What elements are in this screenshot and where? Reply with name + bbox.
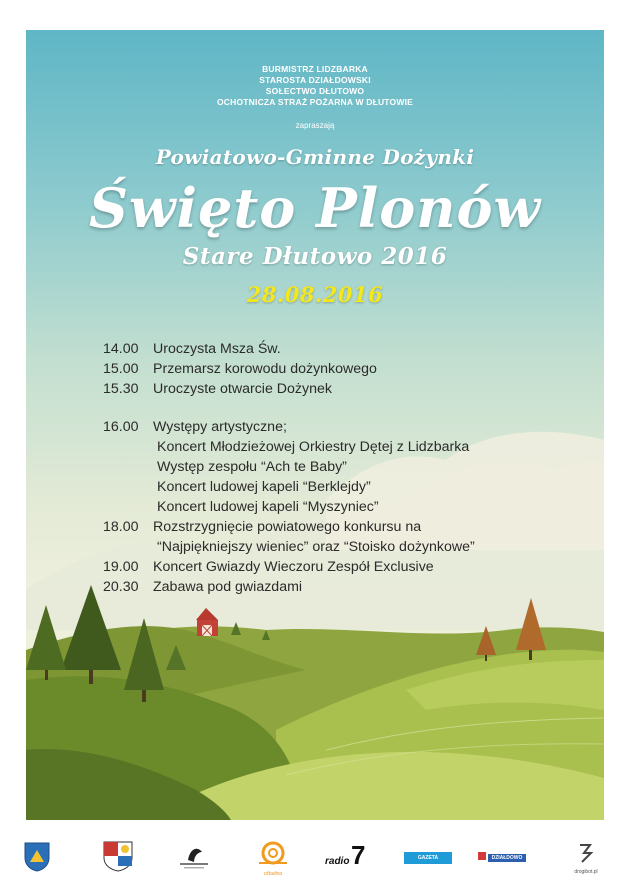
program-item <box>103 517 475 537</box>
radio-number: 7 <box>351 840 366 870</box>
program-item <box>103 557 475 577</box>
program-subitem: “Najpiękniejszy wieniec” oraz “Stoisko dożynkowe” <box>157 539 475 555</box>
snail-icon <box>253 840 293 866</box>
program-time: 15.30 <box>103 381 139 397</box>
event-date: 28.08.2016 <box>246 282 384 307</box>
program-item <box>103 577 475 597</box>
organizer-line: STAROSTA DZIAŁDOWSKI <box>259 75 371 85</box>
program-time: 20.30 <box>103 579 139 595</box>
dzialdowo-county-coat-of-arms-icon <box>102 840 134 872</box>
program-time: 18.00 <box>103 519 139 535</box>
organizer-line: BURMISTRZ LIDZBARKA <box>262 64 368 74</box>
portal-label: DZIAŁDOWO <box>488 854 526 862</box>
program-text: Uroczyste otwarcie Dożynek <box>153 381 332 397</box>
event-title: Święto Plonów <box>88 176 541 240</box>
cittadino-label: cittadino <box>263 871 283 877</box>
organizer-line: SOŁECTWO DŁUTOWO <box>265 86 365 96</box>
portal-square-icon <box>478 852 486 860</box>
invite-text: zapraszają <box>295 121 335 130</box>
program-subitem: Koncert Młodzieżowej Orkiestry Dętej z Lidzbarka <box>157 439 470 455</box>
event-subtitle: Powiatowo-Gminne Dożynki <box>155 145 475 169</box>
portal-dzialdowo-logo <box>478 850 528 866</box>
program-text: Rozstrzygnięcie powiatowego konkursu na <box>153 519 422 535</box>
drogibot-logo <box>566 842 606 878</box>
drogibot-label: drogibot.pl <box>574 869 598 875</box>
gazeta-label: GAZETA DZIAŁDOWSKA <box>409 855 447 873</box>
organizer-line: OCHOTNICZA STRAŻ POŻARNA W DŁUTOWIE <box>216 97 414 107</box>
program-item <box>103 359 475 379</box>
program-subitem: Koncert ludowej kapeli “Berklejdy” <box>157 479 371 495</box>
gazeta-dzialdowska-logo <box>404 852 452 873</box>
program-text: Przemarsz korowodu dożynkowego <box>153 361 377 377</box>
program-text: Uroczysta Msza Św. <box>153 341 281 357</box>
program-text: Występy artystyczne; <box>153 419 287 435</box>
program-subitem: Koncert ludowej kapeli “Myszyniec” <box>157 499 379 515</box>
cittadino-logo <box>253 840 293 876</box>
program-item <box>103 417 475 437</box>
program-subitem: Występ zespołu “Ach te Baby” <box>157 459 347 475</box>
organizers-list <box>26 64 604 108</box>
program-text: Zabawa pod gwiazdami <box>153 579 303 595</box>
radio-label: radio <box>325 856 350 867</box>
radio7-logo <box>325 842 375 872</box>
event-place: Stare Dłutowo 2016 <box>182 243 448 270</box>
program-item <box>103 339 475 359</box>
program-list <box>103 339 475 597</box>
drogibot-mark-icon <box>576 842 596 864</box>
program-time: 15.00 <box>103 361 139 377</box>
program-spacer <box>103 399 475 417</box>
program-time: 14.00 <box>103 341 139 357</box>
lidzbark-coat-of-arms-icon <box>24 842 50 872</box>
program-time: 16.00 <box>103 419 139 435</box>
poster <box>26 30 604 820</box>
regional-partner-logo-icon <box>176 842 212 870</box>
program-time: 19.00 <box>103 559 139 575</box>
program-text: Koncert Gwiazdy Wieczoru Zespół Exclusive <box>153 559 434 575</box>
program-item <box>103 379 475 399</box>
sponsor-logos <box>0 830 633 890</box>
